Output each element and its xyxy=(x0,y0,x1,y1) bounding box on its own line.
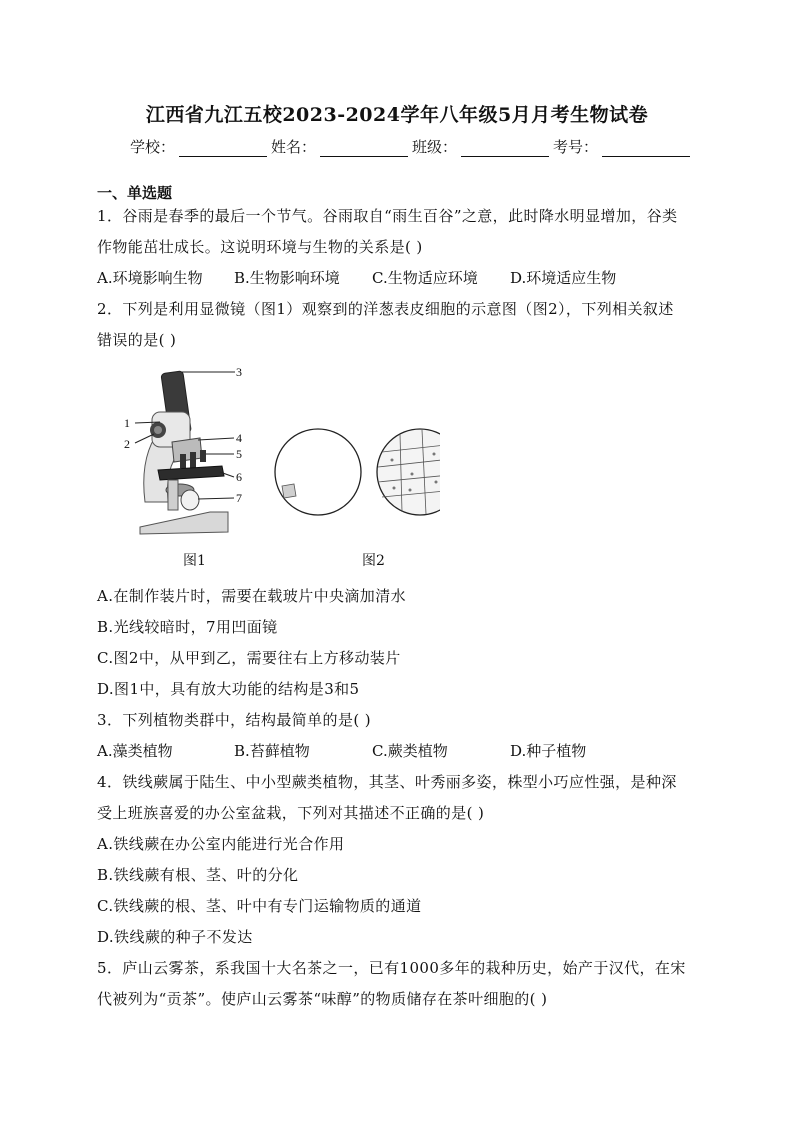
q1-option-b[interactable]: B.生物影响环境 xyxy=(234,269,340,287)
q4-option-b[interactable]: B.铁线蕨有根、茎、叶的分化 xyxy=(97,866,299,884)
q4-line-1: 4．铁线蕨属于陆生、中小型蕨类植物，其茎、叶秀丽多姿，株型小巧应性强，是种深 xyxy=(97,773,677,791)
q5-line-2: 代被列为“贡茶”。使庐山云雾茶“味醇”的物质储存在茶叶细胞的( ) xyxy=(97,990,548,1008)
label-2: 2 xyxy=(124,437,130,451)
q1-option-a[interactable]: A.环境影响生物 xyxy=(97,269,203,287)
label-5: 5 xyxy=(236,447,242,461)
class-label: 班级： xyxy=(412,138,458,156)
q3-option-b[interactable]: B.苔藓植物 xyxy=(234,742,310,760)
q4-option-c[interactable]: C.铁线蕨的根、茎、叶中有专门运输物质的通道 xyxy=(97,897,422,915)
q4-line-2: 受上班族喜爱的办公室盆栽，下列对其描述不正确的是( ) xyxy=(97,804,485,822)
label-1: 1 xyxy=(124,416,130,430)
q3-option-a[interactable]: A.藻类植物 xyxy=(97,742,173,760)
label-6: 6 xyxy=(236,470,242,484)
number-label: 考号： xyxy=(553,138,599,156)
q2-option-d[interactable]: D.图1中，具有放大功能的结构是3和5 xyxy=(97,680,360,698)
name-label: 姓名： xyxy=(271,138,317,156)
q1-line-1: 1．谷雨是春季的最后一个节气。谷雨取自“雨生百谷”之意，此时降水明显增加，谷类 xyxy=(97,207,678,225)
label-3: 3 xyxy=(236,365,242,379)
figure-svg xyxy=(110,362,440,572)
q4-option-d[interactable]: D.铁线蕨的种子不发达 xyxy=(97,928,253,946)
label-4: 4 xyxy=(236,431,242,445)
microscope-figures xyxy=(110,362,440,572)
school-label: 学校： xyxy=(130,138,176,156)
q2-option-b[interactable]: B.光线较暗时，7用凹面镜 xyxy=(97,618,278,636)
field-of-view-b xyxy=(377,429,440,515)
microscope-drawing xyxy=(140,371,228,534)
q1-option-c[interactable]: C.生物适应环境 xyxy=(372,269,478,287)
school-blank[interactable] xyxy=(179,140,267,157)
field-of-view-a xyxy=(275,429,361,515)
exam-title: 江西省九江五校2023-2024学年八年级5月月考生物试卷 xyxy=(145,104,649,126)
label-7: 7 xyxy=(236,491,242,505)
q3-option-c[interactable]: C.蕨类植物 xyxy=(372,742,448,760)
figure-2-caption: 图2 xyxy=(362,553,385,569)
name-blank[interactable] xyxy=(320,140,408,157)
q2-line-2: 错误的是( ) xyxy=(97,331,177,349)
section-heading: 一、单选题 xyxy=(97,184,173,202)
q3-option-d[interactable]: D.种子植物 xyxy=(510,742,587,760)
class-blank[interactable] xyxy=(461,140,549,157)
student-info-row xyxy=(130,136,694,157)
q2-line-1: 2．下列是利用显微镜（图1）观察到的洋葱表皮细胞的示意图（图2），下列相关叙述 xyxy=(97,300,674,318)
q4-option-a[interactable]: A.铁线蕨在办公室内能进行光合作用 xyxy=(97,835,345,853)
q1-line-2: 作物能茁壮成长。这说明环境与生物的关系是( ) xyxy=(97,238,423,256)
q3-line-1: 3．下列植物类群中，结构最简单的是( ) xyxy=(97,711,372,729)
figure-1-caption: 图1 xyxy=(183,553,206,569)
q2-option-c[interactable]: C.图2中，从甲到乙，需要往右上方移动装片 xyxy=(97,649,401,667)
q2-option-a[interactable]: A.在制作装片时，需要在载玻片中央滴加清水 xyxy=(97,587,407,605)
q5-line-1: 5．庐山云雾茶，系我国十大名茶之一，已有1000多年的栽种历史，始产于汉代，在宋 xyxy=(97,959,686,977)
q1-option-d[interactable]: D.环境适应生物 xyxy=(510,269,617,287)
number-blank[interactable] xyxy=(602,140,690,157)
